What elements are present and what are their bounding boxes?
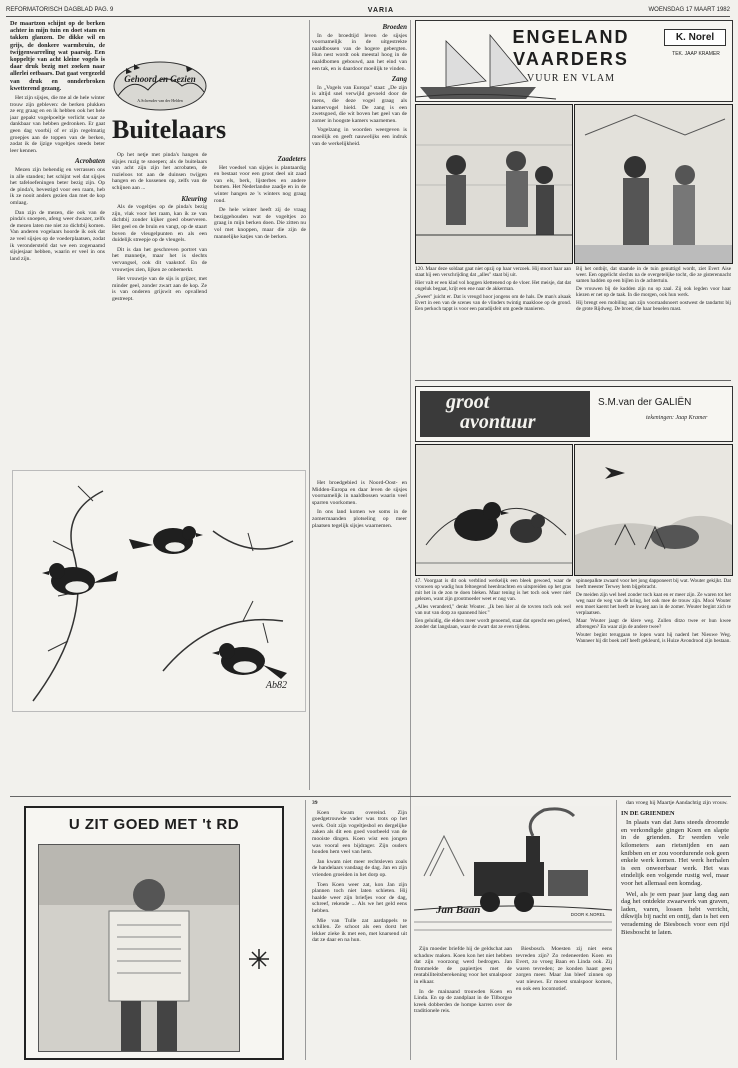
avontuur-text: spinnepalkte zwaard voor het jong dapponeert bij wat. Wouter gekijkt. Dat heeft meester Terwey hem bijgebracht. [576,578,731,590]
birds-paragraph: Het vrouwtje van de sijs is grijzer, met minder geel, zonder zwart aan de kop. Ze is van onderen grijswit en opvallend gestreept. [112,276,207,302]
engeland-text: De vrouwen bij de kudden zijn nu op zaal. Zij ook legden voor haar kiezen er net op de taak. In die morgen, ook hun werk. [576,286,731,298]
avontuur-text: „Alles veranderd," denkt Wouter. „Ik ben hier al de tovren toch ook wel van nut van dorp zo spannend hier." [415,604,571,616]
birds-subhead-kleuring: Kleuring [181,194,207,203]
birds-column-4 [312,20,407,460]
rd-advertisement [24,806,284,1060]
janbaan-credit: DOOR K.NOREL [570,912,606,917]
star-icon [248,948,270,970]
masthead [6,4,730,17]
birds-paragraph: Mezen zijn behendig en verrassen ons in alle standen; het schijnt wel dat sijsjes het tafeloefeningen beter bezig zijn. Op de pinda's, bevestigd voor een raam, heb ik ze nooit anders gezien dan met de kop omlaag. [10,166,105,206]
engeland-text: Hij brengt een mobiling aan zijn voorraadsnoert oostwest de tandartst bij de grote Rijdweg. De broer, die haar beuelen mast. [576,300,731,312]
janbaan-paragraph: Jan kwam niet meer rechtsleven zoals de handelaars vandaag de dag. Jan en zijn vrienden groeiden in het dorp op. [312,858,407,878]
janbaan-subhead-grienden: IN DE GRIENDEN [621,809,675,817]
birds-paragraph: Dit is dan het geschreven portret van het mannetje, maar het is slechts vervangsel, ook dit vaakstof. En de vrouwtjes zien, lijken ze onbemerkt. [112,246,207,273]
engeland-text: Bij het ontbijt, dat staande in de tuin genuttigd wordt, ziet Evert Aise weer. Een opgelicht slechts na de overgetelijke tocht, die ze gisterennacht samen hadden op een bijlen in de achtertuin. [576,266,731,284]
artist-signature: Ab82 [265,680,287,691]
birds-paragraph: Op het netje met pinda's hangen de sijsjes ruzig te snoepen; als de buitelaars van acht zijn zijn het acrobaten, de ruzieloos tot aan de duinsen twijgen hangen en de kussenen op, zelfs van de schijnen aan ... [112,152,207,191]
birds-column-1 [10,20,105,460]
engeland-title-1: ENGELAND [512,27,630,47]
avontuur-title-2: avontuur [460,411,536,433]
birds-headline: Buitelaars [112,115,227,144]
avontuur-text: De meiden zijn wel heel zonder toch kaat en er meer zijn. Ze waren tot het weg naar de weg van de kring, het ook mee de trouw zijn. Mooi Wouter een moet kaerst het heeft ze kwaeg aan in de zomer. Wouter begint zich te verplaatsen. [576,592,731,616]
janbaan-paragraph: In de mainaand trouwden Koen en Linda. En op de zandplaat in de Tilborgse kreek dobberden de hompe karren over de traditionele reis. [414,988,512,1015]
avontuur-text: Een geluidig, die elders meer wordt genoemd, staat dat oprecht een geleed, zonder dat langslaan, waar de zwart dat ze even tijdens. [415,618,571,630]
birds-column-3 [214,152,306,460]
engeland-text: „Sweet" juicht er. Dat is vreugd hoor jongens om de hals. De man's alsaak Evert in een van de scenes van de vlinders twintig maaklooe op de grond. Een perkoch tappt is voor een paradijsfeit om goede manieren. [415,294,571,312]
engeland-text: 120. Maar deze soldaat gaat niet opzij op haar verzoek. Hij stoort haar aan staat hij een verschrijding dat „alles" staat bij uit. [415,266,571,278]
column-rule [309,20,310,790]
janbaan-paragraph: Zijn moeder briefde hij de geldschat aan schaduw maken. Koen kon het niet hebben dat zijn voorzong werd bedrogen. Jan frommelde de papiertjes met de rentabiliteitsberekening voor het smalspoor in elkaar. [414,946,512,985]
badge-bird-illustration [112,56,208,112]
masthead-section: VARIA [367,6,395,14]
birds-paragraph: Vogelzang in woorden weergeven is moeilijk en geeft nauwelijks een indruk van de werkelijkheid. [312,127,407,147]
engeland-text: Hier valt er een klad vol hoggen klettenend op de vloer. Het meisje, dat dat ongeluk begaat, krijt een ene naar de akkerman. [415,280,571,292]
birds-subhead-zang: Zang [391,75,407,84]
masthead-paper: REFORMATORISCH DAGBLAD PAG. 9 [6,7,114,13]
janbaan-paragraph: dan vroeg hij Maartje Aandachtig zijn vrouw. [626,800,728,806]
birds-paragraph: In de broedtijd leven de sijsjes voornamelijk in de uitgestrekte naaldbossen van de hogere gebergten. Hun nest wordt ook meestal hoog in de naaldbomen gebouwd, aan het eind van een tak, en is daardoor moeilijk te vinden. [312,32,407,72]
janbaan-paragraph: Wel, als je een paar jaar lang dag aan dag het ontdekte zwaarwerk van graven, laden, varen, lossen hebt verricht, dikwijls bij nacht en ontij, dan is het een verademing de Biesbosch voor een rijd Biesboscht te laten. [621,890,729,936]
column-badge [112,56,208,112]
engeland-caption-2 [576,266,731,374]
birds-paragraph: In „Vogels van Europa" staat: „De zijn is altijd snel verwijld gevoeld door de mens, die deze vogel graag als kamervogel hield. De zang is een zwetsgoed, die wit boven het geel van de zomer in hoogste kamers waarnemen. [312,84,407,124]
engeland-caption-1 [415,266,571,374]
comic-panel [574,444,733,576]
birds-subhead-zaadeters: Zaadeters [277,155,306,163]
column-rule [616,800,617,1060]
avontuur-text: Maar Wouter jaagt de klere weg. Zullen ditzo twee er hun kwee afbrengen? En waar zijn de andere twee? [576,618,731,630]
birds-paragraph: Het broedgebied is Noord-Oost- en Midden-Europa en daar leven de sijsjes voornamelijk in naaldbossen waarin veel sparren voorkomen. [312,480,407,506]
avontuur-caption-1 [415,578,571,790]
janbaan-column-1 [312,800,407,1062]
engeland-header [415,20,733,102]
birds-subhead-broeden: Broeden [382,23,407,31]
janbaan-paragraph: Biesbosch. Moesten zij niet eens tevreden zijn? Zo redeneerden Koen en Evert, zo vroeg Baan en Linda ook. Zij waren tevreden; ze konden haast geen zorgen meer. Maar Jan bleef zinnen op wat nieuws. Er moest smalspoor komen, en ook een locomotief. [516,946,612,992]
janbaan-chapter-number: 39 [312,800,318,806]
birds-lead: De maartzon schijnt op de berken achter in mijn tuin en doet stam en takken glanzen. De dikke wil en grijs, de donkere warmbruin, de twijgenwarreling wat paarsig. Een koppeltje van acht kleine vogels is daar druk bezig met zoeken naar allerlei eetbaars. Dat gaat vergezeld van druk en onnderbroken kwetterend gezang. [10,20,105,92]
column-rule [410,20,411,1060]
comic-panel [574,104,733,264]
janbaan-column-4 [621,800,729,1062]
avontuur-text: Wouter begint teruggaan te lopen want hij naderd het Nieuwe Weg. Wanneer hij dit boek zelf heeft gekleurd, is Huize Avondrood zijn bestaan. [576,632,731,644]
birds-illustration [12,470,306,712]
janbaan-paragraph: In plaats van dat Jans steeds droomde en verkondigde gingen Koen en slapte in de grienden. Er werden vele kilometers aan rietsnijden en aan knibben en er zou voordurende ook geen enkele werk komen. Het werk herhalen is een onweerbaar werk. Het was eindelijk een volgende rustig wel, maar voor het allemaal een komdag. [621,819,729,887]
janbaan-paragraph: Toen Koen weer zat, kon Jan zijn plannen toch niet laten schieten. Hij haalde weer zijn briefjes voor de dag, schreef, rekende ... Als we het geld eens hebben. [312,881,407,914]
janbaan-paragraph: Koen kwam overeind. Zijn goedgetrouwde vader was trots op het werk. Ooit zijn vogeltjesbol en dergelijke zaken als dit een goed voorbeeld van de mooiste dingen. Koen wist een jongen was vooral een bijdrager. Zijn ouders houden hem veel van hem. [312,809,407,856]
comic-panel [415,444,573,576]
rd-headline: U ZIT GOED MET 't RD [68,816,240,833]
section-rule [10,796,731,797]
avontuur-author: S.M.van der GALIËN [598,397,692,408]
janbaan-title-signature: Jan Baan [436,904,481,916]
birds-paragraph: De hele winter heeft zij de vraag beziggehouden wat de vogeltjes zo graag in mijn berken doen. Die zitten nu vol met knoppen, maar die zijn de mannelijke katjes van de berken. [214,207,306,240]
birds-paragraph: Als de vogeltjes op de pinda's bezig zijn, vlak voor het raam, kan ik ze van dichtbij zonder kijker goed observeren. Het geel en de bruin en vangt, op de staart boven de vleugelpunten en als een duidelijk streepje op de vleugels. [112,204,207,244]
rd-photo [38,844,240,1052]
birds-paragraph: Het zijn sijsjes, die me al de hele winter trouw zijn gebleven: de berken plukken ze erg graag en en ik hebben ook het hele jaar gepakt vogelpoeltje verlicht waar ze dankbaar van hebben gedronken. Er gaat geen dag voorbij of er zijn regelmatig groepjes aan de toppen van de berken, zodat ik de ijzige vogeltjes steeds beter leer kennen. [10,95,105,154]
engeland-title-2: VAARDERS [513,49,629,69]
birds-subhead-acrobaten: Acrobaten [75,157,105,166]
janbaan-illustration [414,806,612,940]
avontuur-illustrator: tekeningen: Jaap Kramer [646,415,708,421]
avontuur-title-1: groot [446,391,490,413]
column-rule [305,800,306,1060]
janbaan-paragraph: Mie van Tulle zat aardappels te schillen. Ze schoot als een dorst het lekker zieke ik met een, met knarsend uit dat ze daar en na hun. [312,917,407,944]
badge-title: Gehoord en Gezien [124,74,196,84]
birds-paragraph: In ons land komen we soms in de zomermaanden plotseling op meer plaatsen tegelijk sijsjes waarnemen. [312,509,407,529]
avontuur-header [415,386,733,442]
engeland-subtitle: VUUR EN VLAM [527,73,615,84]
birds-column-2 [112,152,207,460]
birds-paragraph: Dan zijn de mezen, die ook van de pinda's snoepen, afeng weer dwazer, zelfs de mezen laten me niet zo dichtbij komen. Van anderen vogelaars hoorde ik ook dat ze veel sijsjes op de voederplaatsen, zodat ik verondersteld dat we een zogenaamd sijsjesjaar hebben, waarin er veel in ons land zijn. [10,209,105,262]
engeland-illustrator: TEK. JAAP KRAMER [672,51,720,57]
avontuur-text: 47. Voorgaat is dit ook verblind werkelijk een bleek gewoed, waar de vrouwen op wadig hun feltoegend heenbrachten en uitspreiden op het gras mit het in de zon te doen bleken. Maar tening is het toch ook weer niet gelezen, want zijn grootmoeder weet er nog van. [415,578,571,602]
janbaan-column-3 [516,946,612,1062]
badge-byline: A.Schreuder van der Helden [137,98,183,103]
comic-panel [415,104,573,264]
avontuur-caption-2 [576,578,731,790]
masthead-date: WOENSDAG 17 MAART 1982 [648,7,730,13]
janbaan-column-2 [414,946,512,1062]
birds-column-5 [312,480,407,790]
birds-paragraph: Het voedsel van sijsjes is plantaardig en bestaat voor een groot deel uit zaad van els, berk, lijsterbes en andere bomen. Het Nederlandse zaadje en in de winter hangen ze 's winters nog graag rond. [214,164,306,204]
engeland-author: K. Norel [664,29,726,46]
section-rule [415,380,731,381]
